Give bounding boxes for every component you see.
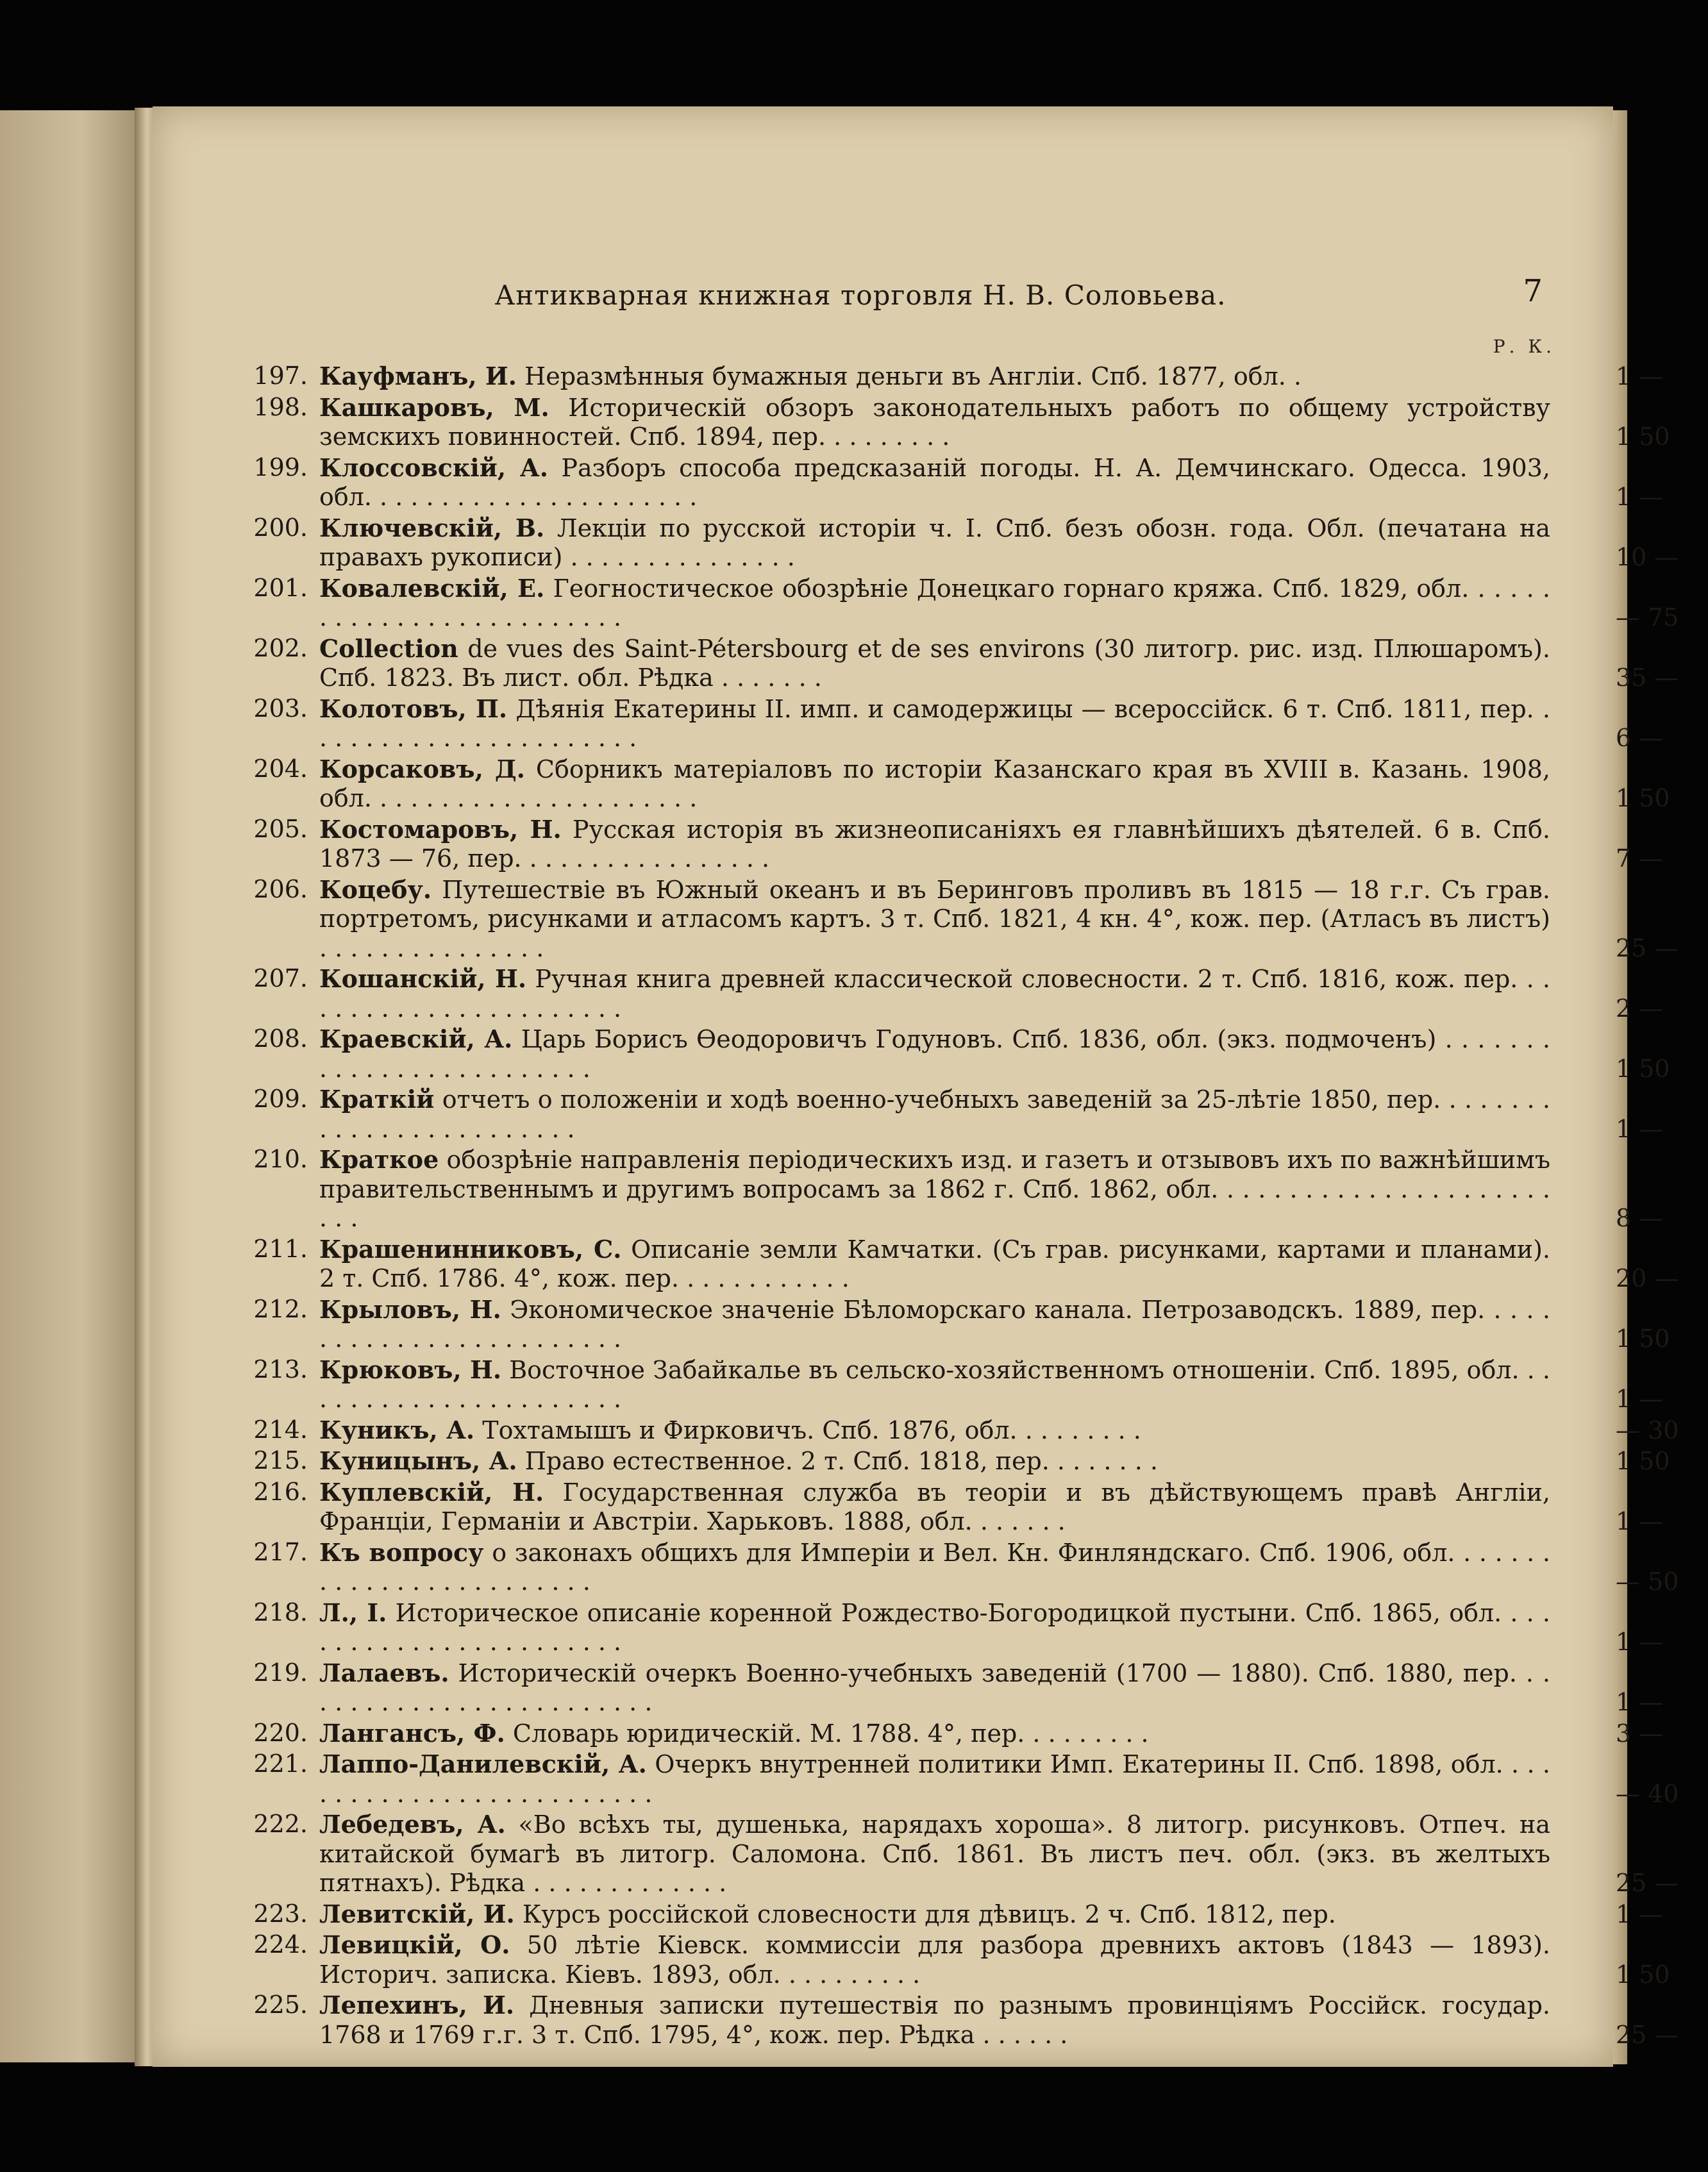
entry-price: — 75 — [1616, 603, 1679, 631]
entry-description — [319, 1478, 1550, 1537]
entry-price: 1 — — [1616, 1688, 1664, 1716]
entry-title: Историческій очеркъ Военно-учебныхъ заведеній (1700 — 1880). Спб. 1880, пер. . . . . . . . . . . . . . . . . . . . . . . . . — [319, 1658, 1550, 1716]
catalog-entry — [253, 694, 1664, 753]
entry-title: отчетъ о положеніи и ходѣ военно-учебныхъ заведеній за 25-лѣтіе 1850, пер. . . . . . . . . . . . . . . . . . . . . . . . . — [319, 1085, 1550, 1143]
entry-price: 1 50 — [1616, 1447, 1670, 1475]
catalog-entry — [253, 513, 1679, 572]
entry-description — [319, 1235, 1550, 1294]
entry-description — [319, 815, 1550, 874]
catalog-entry — [253, 1234, 1679, 1294]
entry-number: 199. — [253, 453, 308, 481]
entry-price: — 30 — [1616, 1416, 1679, 1444]
entry-description — [319, 1446, 1550, 1476]
entry-number: 212. — [253, 1294, 308, 1323]
entry-description — [319, 1295, 1550, 1354]
catalog-page — [153, 106, 1679, 2067]
entry-title: Ручная книга древней классической словесности. 2 т. Спб. 1816, кож. пер. . . . . . . . . . . . . . . . . . . . . . . — [319, 965, 1550, 1023]
entry-number: 213. — [253, 1355, 308, 1383]
entry-title: Геогностическое обозрѣніе Донецкаго горнаго кряжа. Спб. 1829, обл. . . . . . . . . . . . . . . . . . . . . . . . . . — [319, 574, 1550, 631]
catalog-entry — [253, 964, 1664, 1023]
entry-description — [319, 574, 1550, 633]
entry-author: Къ вопросу — [319, 1537, 484, 1567]
catalog-entry — [253, 754, 1670, 814]
entry-author: Корсаковъ, Д. — [319, 754, 525, 783]
catalog-entry — [253, 1658, 1664, 1717]
entry-title: de vues des Saint-Pétersbourg et de ses environs (30 литогр. рис. изд. Плюшаромъ). Спб. 1823. Въ лист. обл. Рѣдка . . . . . . . — [319, 634, 1550, 692]
page-number: 7 — [1523, 273, 1543, 309]
entry-author: Лалаевъ. — [319, 1658, 449, 1687]
entry-author: Краевскій, А. — [319, 1024, 513, 1053]
entry-author: Ковалевскій, Е. — [319, 573, 545, 603]
entry-price: 1 — — [1616, 1507, 1664, 1535]
entry-price: 25 — — [1616, 2020, 1679, 2049]
entry-title: Описаніе земли Камчатки. (Съ грав. рисунками, картами и планами). 2 т. Спб. 1786. 4°, кож. пер. . . . . . . . . . . . — [319, 1235, 1550, 1292]
entry-author: Краткое — [319, 1145, 439, 1174]
entry-price: 1 — — [1616, 1628, 1664, 1656]
entry-author: Лебедевъ, А. — [319, 1810, 506, 1839]
entry-title: Историческій обзоръ законодательныхъ работъ по общему устройству земскихъ повинностей. Спб. 1894, пер. . . . . . . . . — [319, 393, 1550, 451]
catalog-entry — [253, 1415, 1679, 1446]
entry-title: Курсъ россійской словесности для дѣвицъ. 2 ч. Спб. 1812, пер. — [522, 1900, 1336, 1928]
entry-author: Крыловъ, Н. — [319, 1294, 501, 1324]
entry-price: 1 50 — [1616, 1960, 1670, 1989]
page-edge-right — [1613, 110, 1627, 2064]
entry-number: 220. — [253, 1718, 308, 1747]
catalog-entry — [253, 1294, 1670, 1354]
entry-author: Куницынъ, А. — [319, 1446, 517, 1475]
catalog-entry — [253, 1355, 1664, 1414]
entry-description — [319, 1024, 1550, 1083]
entry-title: Неразмѣнныя бумажныя деньги въ Англіи. Спб. 1877, обл. . — [524, 362, 1302, 390]
entry-description — [319, 1810, 1550, 1898]
entry-number: 210. — [253, 1145, 308, 1173]
entry-description — [319, 1355, 1550, 1414]
entry-author: Кашкаровъ, М. — [319, 392, 549, 422]
entry-price: 1 — — [1616, 1385, 1664, 1413]
entry-number: 208. — [253, 1024, 308, 1053]
entry-description — [319, 1658, 1550, 1717]
entry-description — [319, 1416, 1550, 1446]
entry-title: 50 лѣтіе Кіевск. коммиссіи для разбора древнихъ актовъ (1843 — 1893). Историч. записка. Кіевъ. 1893, обл. . . . . . . . . . — [319, 1931, 1550, 1989]
entry-description — [319, 362, 1550, 392]
entry-number: 223. — [253, 1899, 308, 1928]
entry-price: 35 — — [1616, 664, 1679, 692]
catalog-entry — [253, 1718, 1664, 1749]
entry-price: — 40 — [1616, 1779, 1679, 1808]
entry-price: 1 50 — [1616, 1324, 1670, 1353]
entry-author: Коцебу. — [319, 874, 432, 904]
entry-description — [319, 453, 1550, 512]
entry-price: 2 — — [1616, 994, 1664, 1023]
entry-author: Костомаровъ, Н. — [319, 814, 562, 844]
entry-author: Ключевскій, В. — [319, 513, 545, 542]
catalog-entry — [253, 1085, 1664, 1144]
entry-price: 25 — — [1616, 1869, 1679, 1897]
catalog-entries — [253, 362, 1679, 2051]
entry-price: 25 — — [1616, 933, 1679, 962]
entry-price: 1 — — [1616, 362, 1664, 390]
catalog-entry — [253, 1477, 1664, 1537]
entry-number: 222. — [253, 1810, 308, 1838]
entry-title: Дневныя записки путешествія по разнымъ провинціямъ Россійск. государ. 1768 и 1769 г.г. 3 т. Спб. 1795, 4°, кож. пер. Рѣдка . . . . . . — [319, 1991, 1550, 2049]
entry-number: 217. — [253, 1537, 308, 1566]
entry-description — [319, 755, 1550, 814]
entry-author: Крюковъ, Н. — [319, 1355, 502, 1384]
entry-number: 200. — [253, 513, 308, 542]
entry-author: Краткій — [319, 1085, 435, 1114]
entry-author: Клоссовскій, А. — [319, 453, 548, 482]
entry-number: 218. — [253, 1598, 308, 1626]
entry-description — [319, 964, 1550, 1023]
entry-author: Лангансъ, Ф. — [319, 1718, 505, 1748]
catalog-entry — [253, 1930, 1670, 1989]
entry-title: Царь Борисъ Өеодоровичъ Годуновъ. Спб. 1836, обл. (экз. подмоченъ) . . . . . . . . . . . . . . . . . . . . . . . . . — [319, 1025, 1550, 1083]
catalog-entry — [253, 1537, 1679, 1597]
entry-description — [319, 1750, 1550, 1809]
entry-number: 201. — [253, 573, 308, 602]
entry-number: 221. — [253, 1750, 308, 1778]
catalog-entry — [253, 1145, 1664, 1233]
entry-description — [319, 1930, 1550, 1989]
entry-title: Разборъ способа предсказаній погоды. Н. А. Демчинскаго. Одесса. 1903, обл. . . . . . . . . . . . . . . . . . . . . . — [319, 453, 1550, 511]
entry-title: Государственная служба въ теоріи и въ дѣйствующемъ правѣ Англіи, Франціи, Германіи и Австріи. Харьковъ. 1888, обл. . . . . . . — [319, 1478, 1550, 1535]
entry-number: 216. — [253, 1477, 308, 1506]
entry-author: Левицкій, О. — [319, 1930, 510, 1959]
entry-author: Collection — [319, 633, 458, 663]
catalog-entry — [253, 1598, 1664, 1657]
entry-number: 197. — [253, 362, 308, 390]
entry-price: 7 — — [1616, 844, 1664, 873]
entry-title: обозрѣніе направленія періодическихъ изд. и газетъ и отзывовъ ихъ по важнѣйшимъ правительственнымъ и другимъ вопросамъ за 1862 г. Спб. 1862, обл. . . . . . . . . . . . . . . . . . . . . . . . . — [319, 1146, 1550, 1232]
entry-title: Путешествіе въ Южный океанъ и въ Беринговъ проливъ въ 1815 — 18 г.г. Съ грав. портретомъ, рисунками и атласомъ картъ. 3 т. Спб. 1821, 4 кн. 4°, кож. пер. (Атласъ въ листъ) . . . . . . . . . . . . . . . — [319, 875, 1550, 962]
entry-number: 219. — [253, 1658, 308, 1687]
entry-author: Кошанскій, Н. — [319, 964, 527, 993]
entry-price: 20 — — [1616, 1264, 1679, 1292]
catalog-entry — [253, 1899, 1664, 1930]
entry-number: 205. — [253, 814, 308, 843]
entry-price: 1 — — [1616, 1114, 1664, 1143]
entry-author: Л., I. — [319, 1598, 387, 1627]
entry-number: 206. — [253, 874, 308, 903]
entry-price: 1 — — [1616, 483, 1664, 511]
catalog-entry — [253, 874, 1679, 964]
catalog-entry — [253, 392, 1670, 452]
entry-number: 224. — [253, 1930, 308, 1959]
entry-price: 1 50 — [1616, 1054, 1670, 1083]
entry-title: Восточное Забайкалье въ сельско-хозяйственномъ отношеніи. Спб. 1895, обл. . . . . . . . . . . . . . . . . . . . . . . — [319, 1355, 1550, 1413]
entry-title: Право естественное. 2 т. Спб. 1818, пер. . . . . . . . — [524, 1447, 1158, 1475]
entry-number: 198. — [253, 392, 308, 421]
entry-title: Лекціи по русской исторіи ч. I. Спб. безъ обозн. года. Обл. (печатана на правахъ рукописи) . . . . . . . . . . . . . . . — [319, 514, 1550, 571]
entry-description — [319, 1991, 1550, 2050]
entry-price: 10 — — [1616, 543, 1679, 571]
running-head: Антикварная книжная торговля Н. В. Соловьева. — [494, 280, 1227, 311]
entry-number: 209. — [253, 1085, 308, 1113]
entry-title: о законахъ общихъ для Имперіи и Вел. Кн. Финляндскаго. Спб. 1906, обл. . . . . . . . . . . . . . . . . . . . . . . . . — [319, 1538, 1551, 1596]
entry-price: 1 50 — [1616, 422, 1670, 451]
entry-title: Русская исторія въ жизнеописаніяхъ ея главнѣйшихъ дѣятелей. 6 в. Спб. 1873 — 76, пер. . . . . . . . . . . . . . . . . — [319, 815, 1550, 873]
entry-title: Сборникъ матеріаловъ по исторіи Казанскаго края въ XVIII в. Казань. 1908, обл. . . . . . . . . . . . . . . . . . . . . . — [319, 755, 1550, 812]
entry-description — [319, 1538, 1550, 1597]
entry-author: Левитскій, И. — [319, 1899, 515, 1928]
catalog-entry — [253, 1810, 1679, 1898]
entry-price: 3 — — [1616, 1719, 1664, 1748]
entry-title: Дѣянія Екатерины II. имп. и самодержицы — всероссійск. 6 т. Спб. 1811, пер. . . . . . . . . . . . . . . . . . . . . . . — [319, 694, 1550, 752]
entry-author: Крашенинниковъ, С. — [319, 1234, 622, 1264]
entry-price: — 50 — [1616, 1567, 1679, 1596]
catalog-entry — [253, 633, 1679, 693]
price-column-header: Р. К. — [1493, 336, 1555, 357]
catalog-entry — [253, 814, 1664, 874]
entry-description — [319, 514, 1550, 572]
entry-description — [319, 1145, 1550, 1233]
entry-author: Кауфманъ, И. — [319, 362, 517, 390]
entry-number: 225. — [253, 1991, 308, 2019]
entry-number: 203. — [253, 694, 308, 723]
entry-price: 1 — — [1616, 1900, 1664, 1928]
entry-title: Словарь юридическій. М. 1788. 4°, пер. . . . . . . . . — [512, 1719, 1149, 1748]
entry-description — [319, 1598, 1550, 1657]
entry-number: 215. — [253, 1446, 308, 1474]
entry-description — [319, 875, 1550, 964]
facing-page-edge — [0, 110, 149, 2062]
entry-description — [319, 1085, 1550, 1144]
catalog-entry — [253, 1991, 1679, 2050]
catalog-entry — [253, 1024, 1670, 1083]
entry-price: 6 — — [1616, 724, 1664, 752]
entry-author: Лепехинъ, И. — [319, 1991, 515, 2019]
entry-description — [319, 1900, 1550, 1930]
entry-author: Колотовъ, П. — [319, 694, 508, 723]
catalog-entry — [253, 362, 1664, 392]
entry-number: 204. — [253, 754, 308, 783]
entry-price: 8 — — [1616, 1204, 1664, 1232]
entry-title: «Во всѣхъ ты, душенька, нарядахъ хороша». 8 литогр. рисунковъ. Отпеч. на китайской бумагѣ въ литогр. Саломона. Спб. 1861. Въ листъ печ. обл. (экз. въ желтыхъ пятнахъ). Рѣдка . . . . . . . . . . . . . — [319, 1810, 1550, 1897]
entry-title: Историческое описаніе коренной Рождество-Богородицкой пустыни. Спб. 1865, обл. . . . . . . . . . . . . . . . . . . . . . . . — [319, 1598, 1551, 1656]
entry-author: Куникъ, А. — [319, 1415, 475, 1444]
entry-price: 1 50 — [1616, 784, 1670, 812]
entry-author: Куплевскій, Н. — [319, 1477, 544, 1507]
entry-title: Экономическое значеніе Бѣломорскаго канала. Петрозаводскъ. 1889, пер. . . . . . . . . . . . . . . . . . . . . . . . . — [319, 1295, 1551, 1353]
entry-title: Очеркъ внутренней политики Имп. Екатерины II. Спб. 1898, обл. . . . . . . . . . . . . . . . . . . . . . . . . . — [319, 1750, 1550, 1808]
catalog-entry — [253, 573, 1679, 633]
entry-number: 214. — [253, 1415, 308, 1444]
catalog-entry — [253, 453, 1664, 512]
catalog-entry — [253, 1750, 1679, 1809]
entry-number: 202. — [253, 633, 308, 662]
entry-title: Тохтамышъ и Фирковичъ. Спб. 1876, обл. . . . . . . . . — [482, 1416, 1141, 1444]
entry-number: 207. — [253, 964, 308, 992]
entry-description — [319, 634, 1550, 693]
entry-author: Лаппо-Данилевскій, А. — [319, 1750, 647, 1778]
catalog-entry — [253, 1446, 1670, 1476]
entry-description — [319, 694, 1550, 753]
entry-description — [319, 393, 1550, 452]
entry-number: 211. — [253, 1234, 308, 1263]
entry-description — [319, 1719, 1550, 1749]
